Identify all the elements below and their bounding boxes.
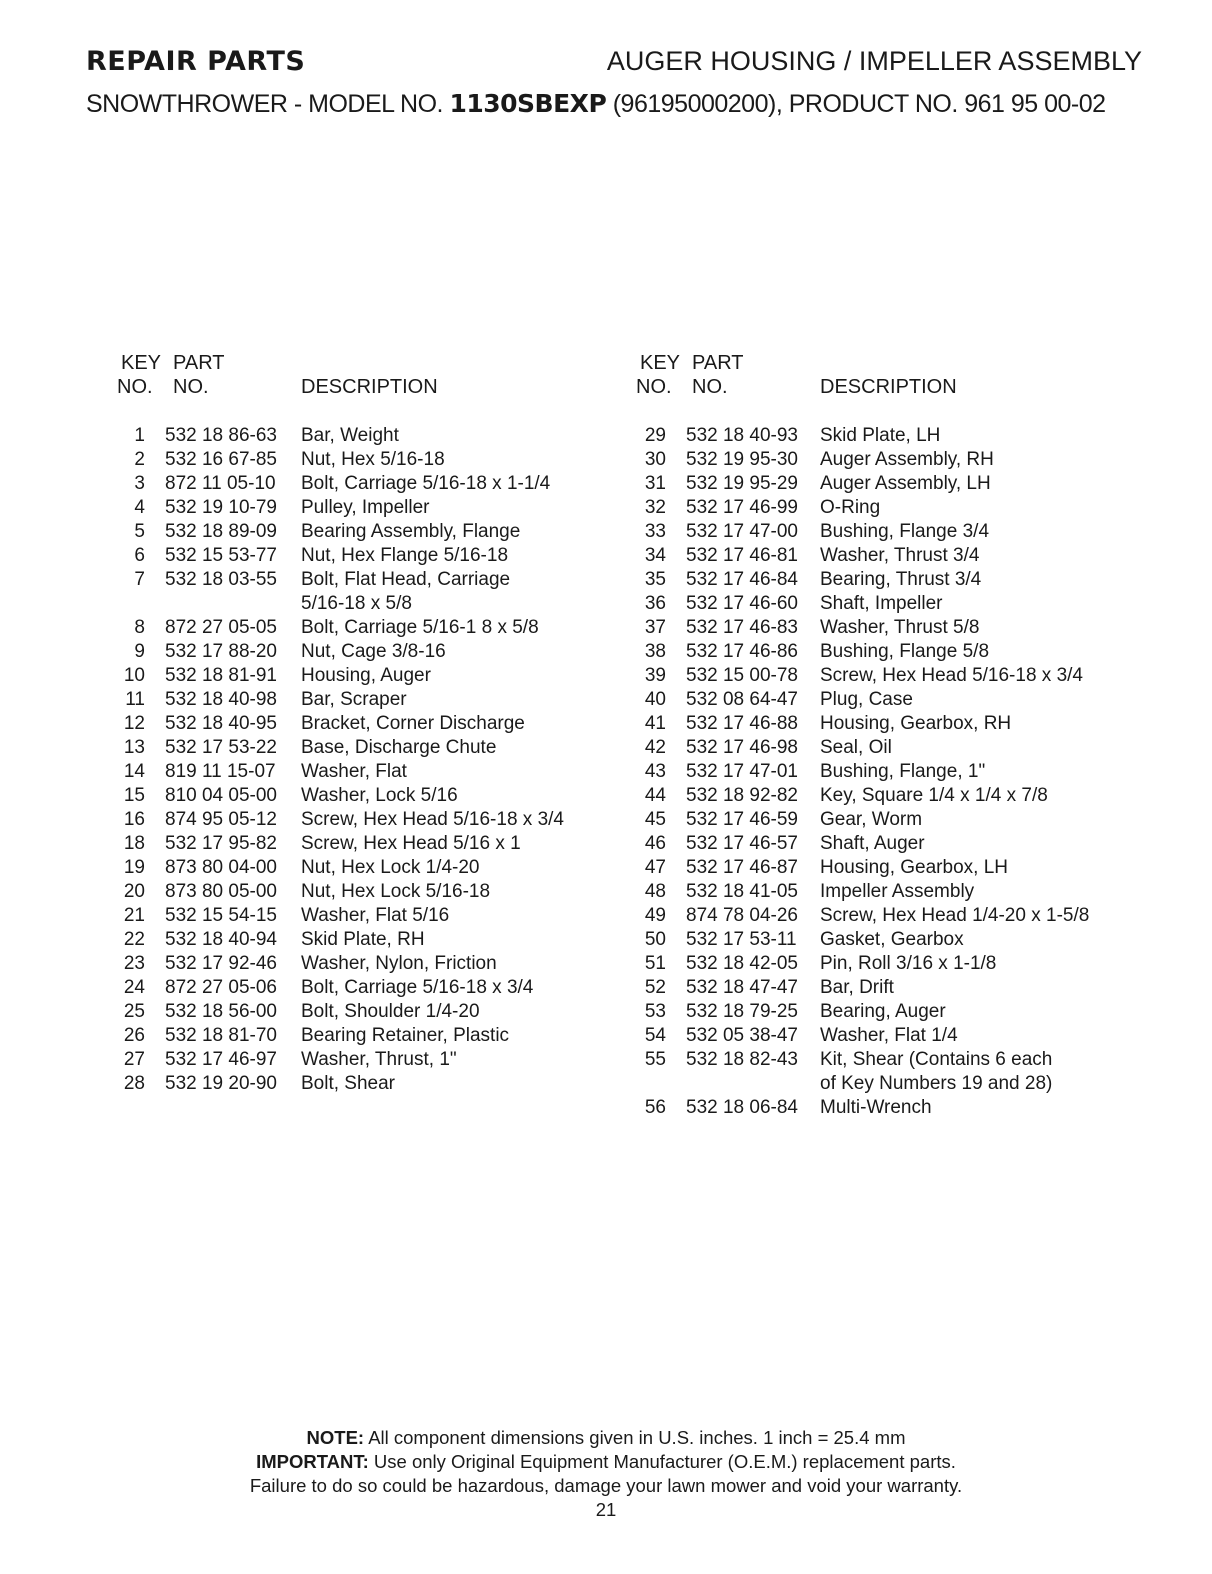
footer-notes: [0, 1426, 1212, 1522]
model-prefix: SNOWTHROWER - MODEL NO.: [86, 90, 450, 118]
parts-row: [636, 592, 1136, 616]
note-text: All component dimensions given in U.S. inches. 1 inch = 25.4 mm: [364, 1427, 906, 1448]
parts-row: [117, 688, 597, 712]
key-number: 32: [644, 497, 666, 518]
parts-row: [117, 904, 597, 928]
part-description: Multi-Wrench: [820, 1097, 932, 1118]
parts-row: [117, 928, 597, 952]
parts-row: [636, 952, 1136, 976]
parts-row: [117, 664, 597, 688]
key-number: 11: [125, 689, 145, 710]
key-number: 23: [123, 953, 145, 974]
parts-row: [117, 520, 597, 544]
note-label: NOTE:: [306, 1427, 365, 1448]
part-description: Kit, Shear (Contains 6 each: [820, 1049, 1053, 1070]
assembly-title: AUGER HOUSING / IMPELLER ASSEMBLY: [606, 46, 1142, 76]
part-number: 532 17 53-22: [165, 737, 277, 758]
part-description: Bar, Drift: [820, 977, 894, 998]
part-number: 532 17 46-98: [686, 737, 798, 758]
parts-row: [636, 1000, 1136, 1024]
parts-row: [117, 1072, 597, 1096]
section-title: REPAIR PARTS: [86, 46, 306, 77]
parts-rows-left: [117, 424, 597, 1096]
key-number: 18: [123, 833, 145, 854]
part-description: Key, Square 1/4 x 1/4 x 7/8: [820, 785, 1048, 806]
key-number: 29: [644, 425, 666, 446]
key-number: 52: [644, 977, 666, 998]
important-text: Use only Original Equipment Manufacturer (O.E.M.) replacement parts.: [368, 1451, 956, 1472]
key-number: 12: [123, 713, 145, 734]
key-number: 44: [644, 785, 666, 806]
part-number: 532 15 53-77: [165, 545, 277, 566]
part-number: 532 18 06-84: [686, 1097, 798, 1118]
part-description: Bracket, Corner Discharge: [301, 713, 525, 734]
part-number: 874 95 05-12: [165, 809, 277, 830]
parts-row: [636, 448, 1136, 472]
parts-row: [636, 472, 1136, 496]
part-description: Gasket, Gearbox: [820, 929, 964, 950]
parts-list-left: [117, 352, 597, 1096]
part-description: Bearing Retainer, Plastic: [301, 1025, 510, 1046]
part-number: 873 80 05-00: [165, 881, 277, 902]
key-number: 6: [134, 545, 145, 566]
parts-row: [636, 880, 1136, 904]
part-description: Gear, Worm: [820, 809, 923, 830]
key-number: 24: [123, 977, 145, 998]
part-number: 532 17 46-59: [686, 809, 798, 830]
part-description: Bushing, Flange 3/4: [820, 521, 990, 542]
part-no-header: NO.: [692, 376, 728, 398]
part-number: 532 17 47-00: [686, 521, 798, 542]
key-number: 45: [644, 809, 666, 830]
key-number: 20: [123, 881, 145, 902]
part-number: 532 17 46-81: [686, 545, 798, 566]
part-description: Washer, Thrust, 1": [301, 1049, 457, 1070]
parts-row: [636, 544, 1136, 568]
parts-row: [117, 832, 597, 856]
part-description: Bearing Assembly, Flange: [301, 521, 521, 542]
parts-row: [636, 976, 1136, 1000]
part-description: Nut, Hex Lock 1/4-20: [301, 857, 480, 878]
part-number: 874 78 04-26: [686, 905, 798, 926]
key-number: 8: [134, 617, 145, 638]
parts-row: [117, 1000, 597, 1024]
model-line: [86, 89, 1146, 119]
parts-row: [636, 568, 1136, 592]
parts-row: [117, 760, 597, 784]
part-number: 532 16 67-85: [165, 449, 277, 470]
key-header: KEY: [640, 352, 681, 374]
part-description: Plug, Case: [820, 689, 913, 710]
parts-row: [636, 712, 1136, 736]
parts-row: [636, 736, 1136, 760]
key-number: 54: [644, 1025, 666, 1046]
parts-row: [117, 712, 597, 736]
part-number: 532 18 47-47: [686, 977, 798, 998]
key-number: 55: [644, 1049, 666, 1070]
parts-row: [636, 640, 1136, 664]
parts-row: [117, 472, 597, 496]
part-number: 532 17 46-87: [686, 857, 798, 878]
key-number: 48: [644, 881, 666, 902]
part-number: 532 17 46-84: [686, 569, 798, 590]
part-number: 532 08 64-47: [686, 689, 798, 710]
part-description: Shaft, Impeller: [820, 593, 943, 614]
part-number: 532 18 40-95: [165, 713, 277, 734]
parts-row: [117, 424, 597, 448]
part-number: 532 15 54-15: [165, 905, 277, 926]
part-description: Pin, Roll 3/16 x 1-1/8: [820, 953, 997, 974]
key-number: 35: [644, 569, 666, 590]
part-description: Screw, Hex Head 5/16 x 1: [301, 833, 521, 854]
key-number: 28: [123, 1073, 145, 1094]
part-description: Bar, Scraper: [301, 689, 407, 710]
key-number: 36: [644, 593, 666, 614]
description-header: DESCRIPTION: [301, 376, 438, 398]
parts-row: [636, 832, 1136, 856]
part-description: Shaft, Auger: [820, 833, 925, 854]
part-number: 532 18 42-05: [686, 953, 798, 974]
key-header: KEY: [121, 352, 162, 374]
parts-row: [636, 424, 1136, 448]
part-number: 872 27 05-06: [165, 977, 277, 998]
part-description: Washer, Flat 5/16: [301, 905, 450, 926]
part-description: Base, Discharge Chute: [301, 737, 497, 758]
part-number: 532 17 46-88: [686, 713, 798, 734]
part-number: 872 27 05-05: [165, 617, 277, 638]
parts-row: [117, 592, 597, 616]
parts-row: [636, 664, 1136, 688]
part-number: 532 17 46-83: [686, 617, 798, 638]
key-number: 9: [134, 641, 145, 662]
part-description: Bolt, Shoulder 1/4-20: [301, 1001, 480, 1022]
part-description: Housing, Gearbox, LH: [820, 857, 1008, 878]
key-number: 22: [123, 929, 145, 950]
parts-row: [117, 496, 597, 520]
part-no-header: NO.: [173, 376, 209, 398]
part-description: Nut, Hex Lock 5/16-18: [301, 881, 491, 902]
key-number: 53: [644, 1001, 666, 1022]
parts-row: [117, 616, 597, 640]
part-description: Bolt, Carriage 5/16-18 x 3/4: [301, 977, 534, 998]
part-description: Nut, Hex Flange 5/16-18: [301, 545, 509, 566]
parts-list-header: [117, 352, 597, 424]
key-number: 38: [644, 641, 666, 662]
part-number: 532 19 95-30: [686, 449, 798, 470]
part-description: of Key Numbers 19 and 28): [820, 1073, 1053, 1094]
part-description: Housing, Gearbox, RH: [820, 713, 1012, 734]
part-description: Screw, Hex Head 5/16-18 x 3/4: [820, 665, 1083, 686]
key-number: 26: [123, 1025, 145, 1046]
part-description: Auger Assembly, LH: [820, 473, 991, 494]
part-description: Seal, Oil: [820, 737, 892, 758]
part-number: 532 17 46-97: [165, 1049, 277, 1070]
part-description: Washer, Flat 1/4: [820, 1025, 958, 1046]
part-number: 532 18 86-63: [165, 425, 277, 446]
parts-row: [117, 976, 597, 1000]
key-number: 27: [123, 1049, 145, 1070]
part-number: 532 17 46-57: [686, 833, 798, 854]
part-number: 532 17 47-01: [686, 761, 798, 782]
parts-row: [117, 856, 597, 880]
key-number: 10: [123, 665, 145, 686]
part-description: Screw, Hex Head 5/16-18 x 3/4: [301, 809, 564, 830]
key-number: 56: [644, 1097, 666, 1118]
parts-list-right: [636, 352, 1136, 1120]
parts-rows-right: [636, 424, 1136, 1120]
key-number: 2: [134, 449, 145, 470]
key-number: 33: [644, 521, 666, 542]
parts-row: [636, 520, 1136, 544]
part-number: 810 04 05-00: [165, 785, 277, 806]
part-description: Skid Plate, RH: [301, 929, 425, 950]
part-number: 532 18 79-25: [686, 1001, 798, 1022]
key-number: 40: [644, 689, 666, 710]
part-description: Bearing, Thrust 3/4: [820, 569, 982, 590]
part-description: O-Ring: [820, 497, 881, 518]
part-number: 532 18 81-70: [165, 1025, 277, 1046]
parts-row: [117, 808, 597, 832]
part-description: Skid Plate, LH: [820, 425, 941, 446]
key-number: 46: [644, 833, 666, 854]
key-number: 16: [123, 809, 145, 830]
part-description: Nut, Hex 5/16-18: [301, 449, 445, 470]
key-number: 3: [134, 473, 145, 494]
part-number: 532 18 40-93: [686, 425, 798, 446]
parts-list-header: [636, 352, 1136, 424]
part-number: 872 11 05-10: [165, 473, 276, 494]
key-number: 7: [134, 569, 145, 590]
part-number: 532 17 95-82: [165, 833, 277, 854]
important-label: IMPORTANT:: [256, 1451, 369, 1472]
model-number: 1130SBEXP: [449, 89, 607, 118]
warning-line: Failure to do so could be hazardous, damage your lawn mower and void your warranty.: [249, 1475, 963, 1496]
part-number: 532 05 38-47: [686, 1025, 798, 1046]
key-number: 19: [123, 857, 145, 878]
part-description: Pulley, Impeller: [301, 497, 430, 518]
parts-row: [117, 952, 597, 976]
parts-row: [117, 736, 597, 760]
part-description: Bushing, Flange, 1": [820, 761, 986, 782]
important-line: [0, 1450, 1212, 1474]
key-number: 21: [123, 905, 145, 926]
key-number: 43: [644, 761, 666, 782]
part-number: 873 80 04-00: [165, 857, 277, 878]
part-description: Screw, Hex Head 1/4-20 x 1-5/8: [820, 905, 1090, 926]
part-number: 532 18 82-43: [686, 1049, 798, 1070]
parts-row: [636, 1048, 1136, 1072]
parts-row: [636, 784, 1136, 808]
key-number: 5: [134, 521, 145, 542]
page-number: 21: [595, 1499, 617, 1520]
part-description: Housing, Auger: [301, 665, 431, 686]
part-description: 5/16-18 x 5/8: [301, 593, 412, 614]
key-number: 31: [644, 473, 666, 494]
part-header: PART: [173, 352, 225, 374]
key-number: 39: [644, 665, 666, 686]
part-number: 532 18 41-05: [686, 881, 798, 902]
parts-row: [117, 448, 597, 472]
part-number: 532 18 40-98: [165, 689, 277, 710]
key-no-header: NO.: [117, 376, 153, 398]
parts-row: [117, 1048, 597, 1072]
part-description: Bar, Weight: [301, 425, 399, 446]
part-description: Nut, Cage 3/8-16: [301, 641, 446, 662]
part-number: 532 18 40-94: [165, 929, 277, 950]
part-description: Washer, Flat: [301, 761, 407, 782]
key-number: 51: [644, 953, 666, 974]
part-number: 532 15 00-78: [686, 665, 798, 686]
part-number: 532 19 95-29: [686, 473, 798, 494]
parts-row: [636, 1072, 1136, 1096]
key-number: 13: [123, 737, 145, 758]
parts-row: [117, 568, 597, 592]
key-number: 49: [644, 905, 666, 926]
key-number: 37: [644, 617, 666, 638]
description-header: DESCRIPTION: [820, 376, 957, 398]
key-number: 1: [134, 425, 145, 446]
parts-row: [117, 784, 597, 808]
parts-row: [636, 1024, 1136, 1048]
part-description: Washer, Lock 5/16: [301, 785, 458, 806]
part-description: Washer, Thrust 5/8: [820, 617, 980, 638]
part-header: PART: [692, 352, 744, 374]
key-number: 4: [134, 497, 145, 518]
parts-row: [636, 904, 1136, 928]
parts-row: [636, 808, 1136, 832]
part-description: Bolt, Carriage 5/16-18 x 1-1/4: [301, 473, 551, 494]
part-description: Bolt, Carriage 5/16-1 8 x 5/8: [301, 617, 539, 638]
key-number: 30: [644, 449, 666, 470]
key-number: 47: [644, 857, 666, 878]
key-number: 50: [644, 929, 666, 950]
part-number: 532 18 56-00: [165, 1001, 277, 1022]
key-number: 42: [644, 737, 666, 758]
part-number: 532 19 20-90: [165, 1073, 277, 1094]
parts-row: [117, 640, 597, 664]
part-number: 532 18 92-82: [686, 785, 798, 806]
key-number: 41: [644, 713, 666, 734]
part-description: Auger Assembly, RH: [820, 449, 994, 470]
parts-row: [117, 544, 597, 568]
part-number: 532 17 46-60: [686, 593, 798, 614]
note-line: [0, 1426, 1212, 1450]
key-number: 34: [644, 545, 666, 566]
part-description: Bearing, Auger: [820, 1001, 946, 1022]
part-number: 532 17 53-11: [686, 929, 797, 950]
parts-row: [636, 928, 1136, 952]
parts-row: [636, 616, 1136, 640]
part-number: 819 11 15-07: [165, 761, 276, 782]
part-number: 532 17 88-20: [165, 641, 277, 662]
key-number: 14: [123, 761, 145, 782]
part-description: Impeller Assembly: [820, 881, 975, 902]
parts-row: [636, 856, 1136, 880]
part-number: 532 18 03-55: [165, 569, 277, 590]
part-number: 532 19 10-79: [165, 497, 277, 518]
model-suffix: (96195000200), PRODUCT NO. 961 95 00-02: [606, 90, 1106, 118]
parts-row: [636, 760, 1136, 784]
part-description: Washer, Nylon, Friction: [301, 953, 497, 974]
part-number: 532 17 46-99: [686, 497, 798, 518]
part-description: Washer, Thrust 3/4: [820, 545, 980, 566]
key-number: 25: [123, 1001, 145, 1022]
part-number: 532 17 46-86: [686, 641, 798, 662]
key-number: 15: [123, 785, 145, 806]
parts-row: [636, 496, 1136, 520]
part-description: Bolt, Flat Head, Carriage: [301, 569, 511, 590]
part-number: 532 17 92-46: [165, 953, 277, 974]
part-number: 532 18 89-09: [165, 521, 277, 542]
parts-row: [636, 1096, 1136, 1120]
parts-row: [117, 880, 597, 904]
parts-row: [636, 688, 1136, 712]
part-number: 532 18 81-91: [165, 665, 277, 686]
part-description: Bolt, Shear: [301, 1073, 395, 1094]
key-no-header: NO.: [636, 376, 672, 398]
part-description: Bushing, Flange 5/8: [820, 641, 990, 662]
parts-row: [117, 1024, 597, 1048]
